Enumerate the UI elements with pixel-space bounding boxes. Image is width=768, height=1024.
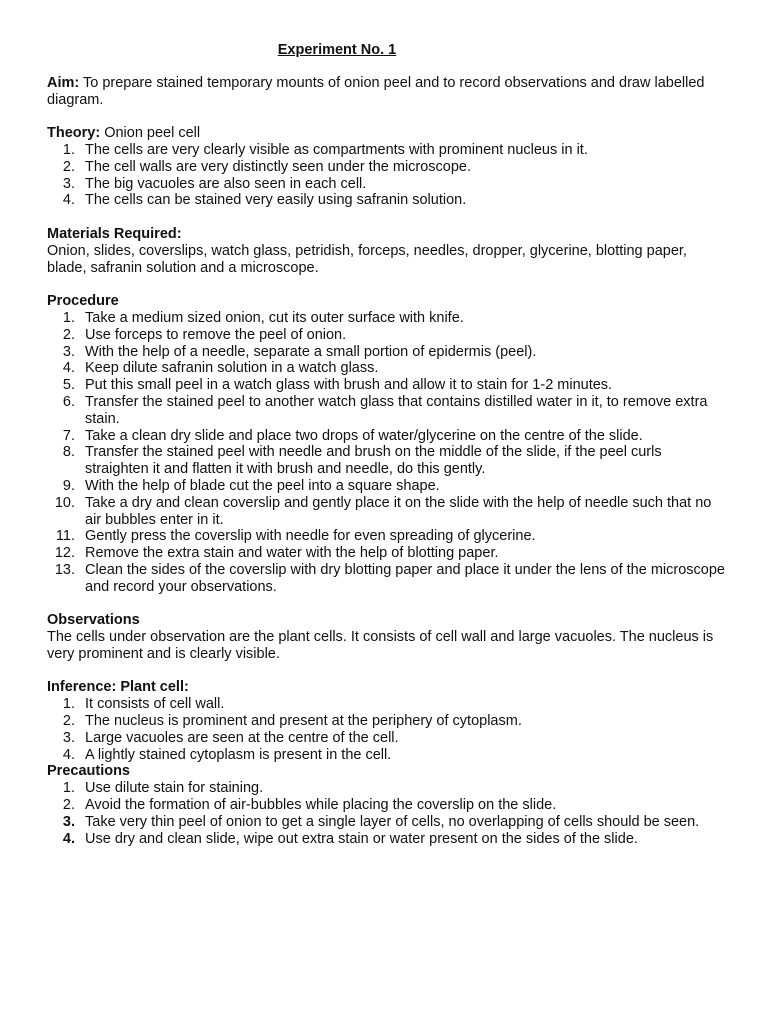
theory-list — [47, 142, 727, 209]
materials-heading — [47, 226, 727, 243]
list-number: 6. — [62, 393, 75, 410]
list-text: Take a dry and clean coverslip and gently place it on the slide with the help of needle such that no air bubbles enter in it. — [85, 494, 712, 528]
list-number: 1. — [62, 309, 75, 326]
procedure-heading — [47, 293, 727, 310]
list-number: 10. — [54, 494, 75, 511]
list-text: Clean the sides of the coverslip with dry blotting paper and place it under the lens of the microscope and record your observations. — [85, 561, 725, 595]
document-title: Experiment No. 1 — [277, 42, 397, 58]
list-number: 1. — [62, 696, 75, 713]
list-number: 3. — [62, 175, 75, 192]
list-text: Transfer the stained peel with needle and brush on the middle of the slide, if the peel curls straighten it and flatten it with brush and needle, do this gently. — [85, 444, 662, 478]
list-number: 5. — [62, 377, 75, 394]
list-item — [47, 562, 727, 596]
precautions-label: Precautions — [47, 763, 130, 780]
inference-heading — [47, 679, 727, 696]
inference-label: Inference: Plant cell: — [47, 679, 189, 696]
list-number: 4. — [62, 830, 75, 847]
list-item — [47, 545, 727, 562]
list-text: The cells are very clearly visible as compartments with prominent nucleus in it. — [85, 141, 588, 158]
list-item — [47, 797, 727, 814]
precautions-heading — [47, 763, 727, 780]
observations-heading — [47, 612, 727, 629]
precautions-list — [47, 780, 727, 847]
theory-text: Onion peel cell — [100, 125, 201, 142]
list-text: Keep dilute safranin solution in a watch glass. — [85, 360, 379, 377]
list-item — [47, 495, 727, 529]
list-number: 1. — [62, 780, 75, 797]
list-number: 2. — [62, 713, 75, 730]
list-text: Large vacuoles are seen at the centre of the cell. — [85, 729, 399, 746]
list-number: 7. — [62, 427, 75, 444]
aim-text: To prepare stained temporary mounts of onion peel and to record observations and draw labelled diagram. — [47, 74, 705, 108]
list-item — [47, 814, 727, 831]
list-number: 4. — [62, 360, 75, 377]
list-item — [47, 528, 727, 545]
list-text: The big vacuoles are also seen in each cell. — [85, 175, 367, 192]
list-number: 11. — [55, 528, 75, 545]
list-number: 1. — [62, 141, 75, 158]
list-item — [47, 394, 727, 428]
list-item — [47, 730, 727, 747]
list-item — [47, 192, 727, 209]
list-text: Use forceps to remove the peel of onion. — [85, 326, 347, 343]
list-text: With the help of blade cut the peel into a square shape. — [85, 477, 440, 494]
list-text: Take very thin peel of onion to get a single layer of cells, no overlapping of cells should be seen. — [85, 813, 700, 830]
list-text: Avoid the formation of air-bubbles while placing the coverslip on the slide. — [85, 797, 557, 814]
theory-label: Theory: — [47, 125, 101, 142]
materials-text: Onion, slides, coverslips, watch glass, petridish, forceps, needles, dropper, glycerine, blotting paper, blade, safranin solution and a microscope. — [47, 242, 687, 276]
observations-label: Observations — [47, 612, 140, 629]
list-number: 2. — [62, 797, 75, 814]
list-item — [47, 478, 727, 495]
list-item — [47, 377, 727, 394]
list-text: A lightly stained cytoplasm is present in the cell. — [85, 746, 392, 763]
list-number: 4. — [62, 746, 75, 763]
list-item — [47, 831, 727, 848]
list-item — [47, 310, 727, 327]
list-number: 4. — [62, 192, 75, 209]
list-number: 2. — [62, 326, 75, 343]
theory-heading — [47, 125, 727, 142]
list-text: Gently press the coverslip with needle for even spreading of glycerine. — [85, 528, 536, 545]
list-item — [47, 344, 727, 361]
list-number: 3. — [62, 729, 75, 746]
list-text: The nucleus is prominent and present at the periphery of cytoplasm. — [85, 713, 522, 730]
list-item — [47, 176, 727, 193]
list-text: Transfer the stained peel to another watch glass that contains distilled water in it, to remove extra stain. — [85, 393, 708, 427]
list-item — [47, 747, 727, 764]
list-text: The cells can be stained very easily using safranin solution. — [85, 192, 467, 209]
list-item — [47, 713, 727, 730]
procedure-label: Procedure — [47, 293, 119, 310]
list-text: Remove the extra stain and water with the help of blotting paper. — [85, 545, 499, 562]
procedure-list — [47, 310, 727, 596]
aim-label: Aim: — [47, 74, 80, 91]
list-text: Take a clean dry slide and place two drops of water/glycerine on the centre of the slide. — [85, 427, 643, 444]
list-text: It consists of cell wall. — [85, 696, 225, 713]
inference-list — [47, 696, 727, 763]
observations-text: The cells under observation are the plant cells. It consists of cell wall and large vacuoles. The nucleus is very prominent and is clearly visible. — [47, 629, 714, 662]
list-text: The cell walls are very distinctly seen under the microscope. — [85, 158, 472, 175]
list-number: 12. — [54, 545, 75, 562]
list-text: With the help of a needle, separate a small portion of epidermis (peel). — [85, 343, 537, 360]
list-item — [47, 428, 727, 445]
list-text: Use dilute stain for staining. — [85, 780, 264, 797]
list-number: 9. — [62, 477, 75, 494]
list-number: 2. — [62, 158, 75, 175]
list-text: Take a medium sized onion, cut its outer surface with knife. — [85, 309, 464, 326]
list-number: 3. — [62, 813, 75, 830]
list-item — [47, 360, 727, 377]
list-number: 8. — [62, 444, 75, 461]
list-number: 13. — [54, 561, 75, 578]
list-item — [47, 444, 727, 478]
list-item — [47, 327, 727, 344]
list-text: Put this small peel in a watch glass with brush and allow it to stain for 1-2 minutes. — [85, 377, 613, 394]
list-item — [47, 142, 727, 159]
list-item — [47, 696, 727, 713]
list-text: Use dry and clean slide, wipe out extra stain or water present on the sides of the slide. — [85, 830, 638, 847]
materials-label: Materials Required: — [47, 225, 182, 242]
list-number: 3. — [62, 343, 75, 360]
aim-paragraph — [47, 75, 727, 109]
document-page — [47, 42, 727, 847]
list-item — [47, 159, 727, 176]
list-item — [47, 780, 727, 797]
